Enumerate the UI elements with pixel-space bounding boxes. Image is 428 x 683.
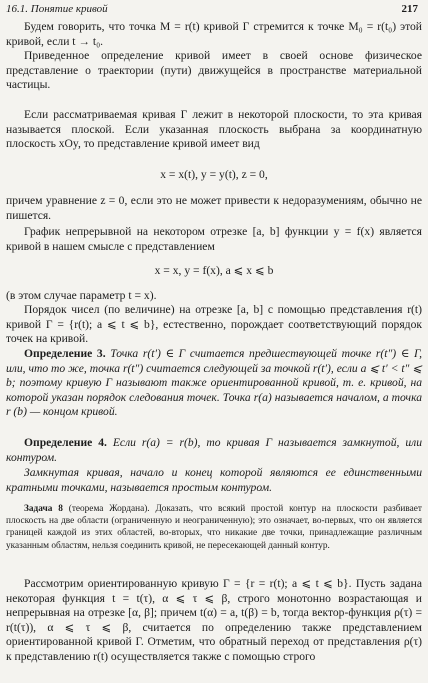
equation-plane-representation: x = x(t), y = y(t), z = 0, bbox=[160, 168, 268, 181]
definition-3-label: Определение 3. bbox=[24, 347, 106, 360]
paragraph-plane-curve: Если рассматриваемая кривая Γ лежит в некоторой плоскости, то эта кривая называется плоской. Если указанная плоскость выбрана за координатную плоскость xOy, то представление кривой имеет вид bbox=[6, 108, 422, 151]
paragraph-physical-meaning: Приведенное определение кривой имеет в своей основе физическое представление о траектории (пути) движущейся в пространстве материальной частицы. bbox=[6, 49, 422, 92]
page-number: 217 bbox=[401, 3, 418, 15]
paragraph-simple-contour: Замкнутая кривая, начало и конец которой являются ее единственными кратными точками, называется простым контуром. bbox=[6, 466, 422, 494]
definition-3-text: Точка r(t′) ∈ Γ считается предшествующей точке r(t″) ∈ Γ, или, что то же, точка r(t″) считается следующей за точкой r(t′), если a ⩽ t′ < t″ ⩽ b; поэтому кривую Γ называют также ориентированной кривой, т. е. кривой, на которой указан порядок следования точек. Точка r(a) называется началом, а точка r (b) — концом кривой. bbox=[6, 347, 422, 419]
paragraph-limit-of-points: Будем говорить, что точка M = r(t) кривой Γ стремится к точке M₀ = r(t₀) этой кривой, если t → t₀. bbox=[6, 20, 422, 48]
paragraph-parameter-note: (в этом случае параметр t = x). bbox=[6, 289, 157, 302]
paragraph-z-equation: причем уравнение z = 0, если это не может привести к недоразумениям, обычно не пишется. bbox=[6, 194, 422, 222]
definition-4-text: Если r(a) = r(b), то кривая Γ называется замкнутой, или контуром. bbox=[6, 436, 422, 464]
paragraph-order-of-points: Порядок чисел (по величине) на отрезке [a, b] с помощью представления r(t) кривой Γ = {r(t); a ⩽ t ⩽ b}, естественно, порождает соответствующий порядок точек на кривой. bbox=[6, 303, 422, 346]
definition-3 bbox=[6, 347, 422, 420]
task-8 bbox=[6, 503, 422, 552]
task-8-text: (теорема Жордана). Доказать, что всякий простой контур на плоскости разбивает плоскость на две области (ограниченную и неограниченную); это означает, во-первых, что он является границей каждой из этих областей, во-вторых, что никакие две точки, принадлежащие различным указанным областям, нельзя соединить кривой, не пересекающей данный контур. bbox=[6, 504, 422, 551]
section-title: 16.1. Понятие кривой bbox=[6, 3, 108, 15]
equation-graph-representation: x = x, y = f(x), a ⩽ x ⩽ b bbox=[154, 264, 274, 277]
definition-4 bbox=[6, 436, 422, 465]
running-header bbox=[6, 3, 418, 17]
paragraph-oriented-curve: Рассмотрим ориентированную кривую Γ = {r = r(t); a ⩽ t ⩽ b}. Пусть задана некоторая функция t = t(τ), α ⩽ τ ⩽ β, строго монотонно возрастающая и непрерывная на отрезке [α, β]; причем t(α) = a, t(β) = b, тогда вектор-функция ρ(τ) = r(t(τ)), α ⩽ τ ⩽ β, считается по определению также представлением ориентированной кривой Γ. Отметим, что обратный переход от представления ρ(τ) к представлению r(t) осуществляется также с помощью строго bbox=[6, 577, 422, 663]
paragraph-graph-of-function: График непрерывной на некотором отрезке [a, b] функции y = f(x) является кривой в нашем смысле с представлением bbox=[6, 225, 422, 253]
definition-4-label: Определение 4. bbox=[24, 436, 107, 449]
task-8-label: Задача 8 bbox=[24, 504, 63, 514]
